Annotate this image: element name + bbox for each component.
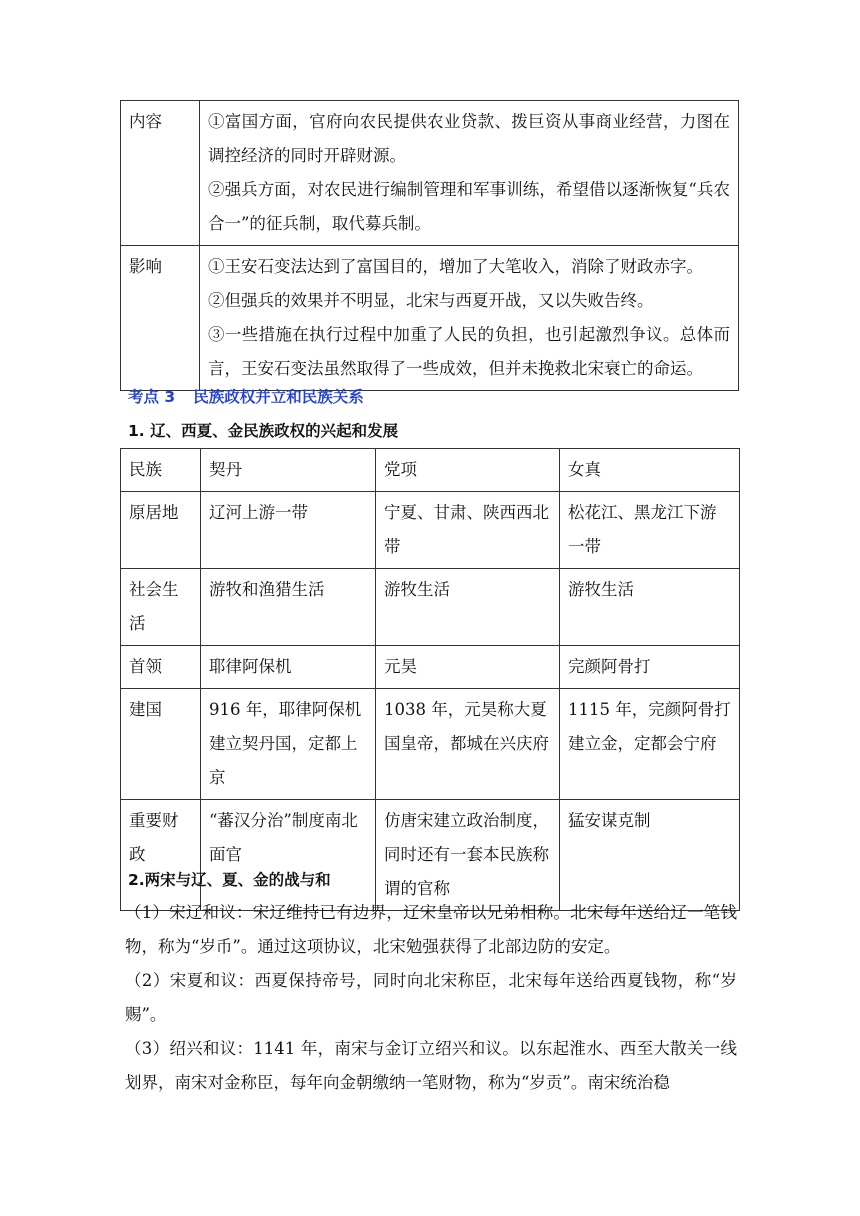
content-line: ①王安石变法达到了富国目的，增加了大笔收入，消除了财政赤字。	[208, 257, 703, 276]
paragraph: （1）宋辽和议：宋辽维持已有边界，辽宋皇帝以兄弟相称。北宋每年送给辽一笔钱物，称为“岁币”。通过这项协议，北宋勉强获得了北部边防的安定。	[125, 903, 737, 956]
table-header-row	[121, 449, 740, 492]
table-cell: 辽河上游一带	[201, 492, 376, 569]
table-cell: 游牧生活	[560, 569, 740, 646]
content-line: ③一些措施在执行过程中加重了人民的负担，也引起激烈争议。总体而言，王安石变法虽然取得了一些成效，但并未挽救北宋衰亡的命运。	[208, 325, 730, 378]
content-line: ②但强兵的效果并不明显，北宋与西夏开战，又以失败告终。	[208, 291, 654, 310]
table-row	[121, 569, 740, 646]
table-row	[121, 101, 739, 246]
section-title: 民族政权并立和民族关系	[193, 388, 364, 406]
row-content	[200, 246, 739, 391]
table-row	[121, 246, 739, 391]
table-cell: 仿唐宋建立政治制度，同时还有一套本民族称谓的官称	[376, 800, 560, 911]
table-cell: 耶律阿保机	[201, 646, 376, 689]
paragraph: （2）宋夏和议：西夏保持帝号，同时向北宋称臣，北宋每年送给西夏钱物，称“岁赐”。	[125, 971, 737, 1024]
section-number: 考点 3	[128, 388, 176, 406]
table-row	[121, 492, 740, 569]
column-header: 民族	[121, 449, 201, 492]
table-cell: 宁夏、甘肃、陕西西北带	[376, 492, 560, 569]
table-cell: 1115 年，完颜阿骨打建立金，定都会宁府	[560, 689, 740, 800]
row-content	[200, 101, 739, 246]
subsection-heading: 2.两宋与辽、夏、金的战与和	[128, 871, 331, 889]
table-cell: 游牧和渔猎生活	[201, 569, 376, 646]
column-header: 女真	[560, 449, 740, 492]
row-label: 影响	[121, 246, 200, 391]
table-cell: 社会生活	[121, 569, 201, 646]
table-row	[121, 689, 740, 800]
table-cell: 猛安谋克制	[560, 800, 740, 911]
table-cell: 1038 年，元昊称大夏国皇帝，都城在兴庆府	[376, 689, 560, 800]
row-label: 内容	[121, 101, 200, 246]
table-cell: 重要财政	[121, 800, 201, 911]
table-cell: 916 年，耶律阿保机建立契丹国，定都上京	[201, 689, 376, 800]
column-header: 契丹	[201, 449, 376, 492]
content-line: ①富国方面，官府向农民提供农业贷款、拨巨资从事商业经营，力图在调控经济的同时开辟财源。	[208, 112, 730, 165]
table-cell: 元昊	[376, 646, 560, 689]
table-cell: 游牧生活	[376, 569, 560, 646]
table-row	[121, 646, 740, 689]
column-header: 党项	[376, 449, 560, 492]
section-heading	[128, 383, 728, 411]
table-cell: 完颜阿骨打	[560, 646, 740, 689]
paragraph: （3）绍兴和议：1141 年，南宋与金订立绍兴和议。以东起淮水、西至大散关一线划界，南宋对金称臣，每年向金朝缴纳一笔财物，称为“岁贡”。南宋统治稳	[125, 1039, 737, 1092]
reform-table	[120, 100, 739, 391]
content-line: ②强兵方面，对农民进行编制管理和军事训练，希望借以逐渐恢复“兵农合一”的征兵制，取代募兵制。	[208, 180, 730, 233]
subsection-heading: 1. 辽、西夏、金民族政权的兴起和发展	[128, 422, 399, 440]
table-cell: 松花江、黑龙江下游一带	[560, 492, 740, 569]
table-cell: “蕃汉分治”制度南北面官	[201, 800, 376, 911]
table-cell: 建国	[121, 689, 201, 800]
ethnic-regimes-table	[120, 448, 740, 911]
table-cell: 首领	[121, 646, 201, 689]
table-cell: 原居地	[121, 492, 201, 569]
